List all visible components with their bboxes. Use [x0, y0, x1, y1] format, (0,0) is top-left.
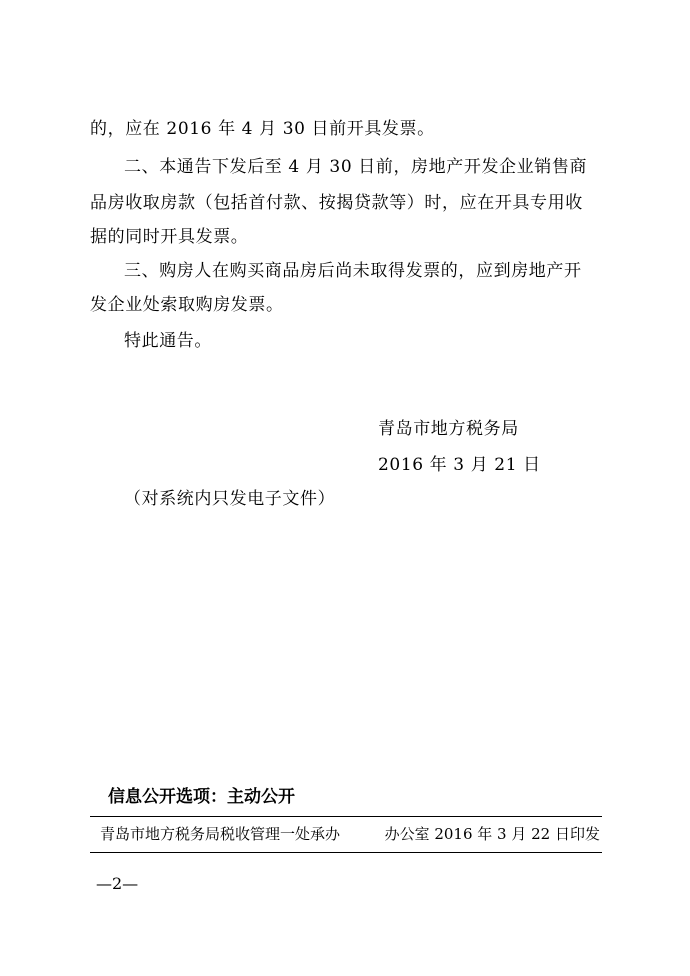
- page-number: —2—: [96, 874, 139, 893]
- paragraph-line-5: 三、购房人在购买商品房后尚未取得发票的，应到房地产开: [124, 261, 582, 281]
- paragraph-line-3: 品房收取房款（包括首付款、按揭贷款等）时，应在开具专用收: [90, 193, 583, 213]
- issuer-name: 青岛市地方税务局: [378, 419, 519, 439]
- paragraph-line-4: 据的同时开具发票。: [90, 227, 249, 247]
- footer-undertaking-office: 青岛市地方税务局税收管理一处承办: [100, 825, 341, 843]
- disclosure-option: 信息公开选项：主动公开: [108, 787, 295, 807]
- closing-line: 特此通告。: [124, 331, 212, 351]
- footer-print-info: 办公室 2016 年 3 月 22 日印发: [384, 825, 600, 843]
- issue-date: 2016 年 3 月 21 日: [378, 455, 541, 475]
- footer-top-rule: [90, 816, 602, 817]
- paragraph-line-2: 二、本通告下发后至 4 月 30 日前，房地产开发企业销售商: [124, 157, 588, 177]
- paragraph-line-6: 发企业处索取购房发票。: [90, 295, 284, 315]
- paragraph-line-1: 的，应在 2016 年 4 月 30 日前开具发票。: [90, 119, 435, 139]
- footer-bottom-rule: [90, 852, 602, 853]
- distribution-note: （对系统内只发电子文件）: [124, 489, 336, 509]
